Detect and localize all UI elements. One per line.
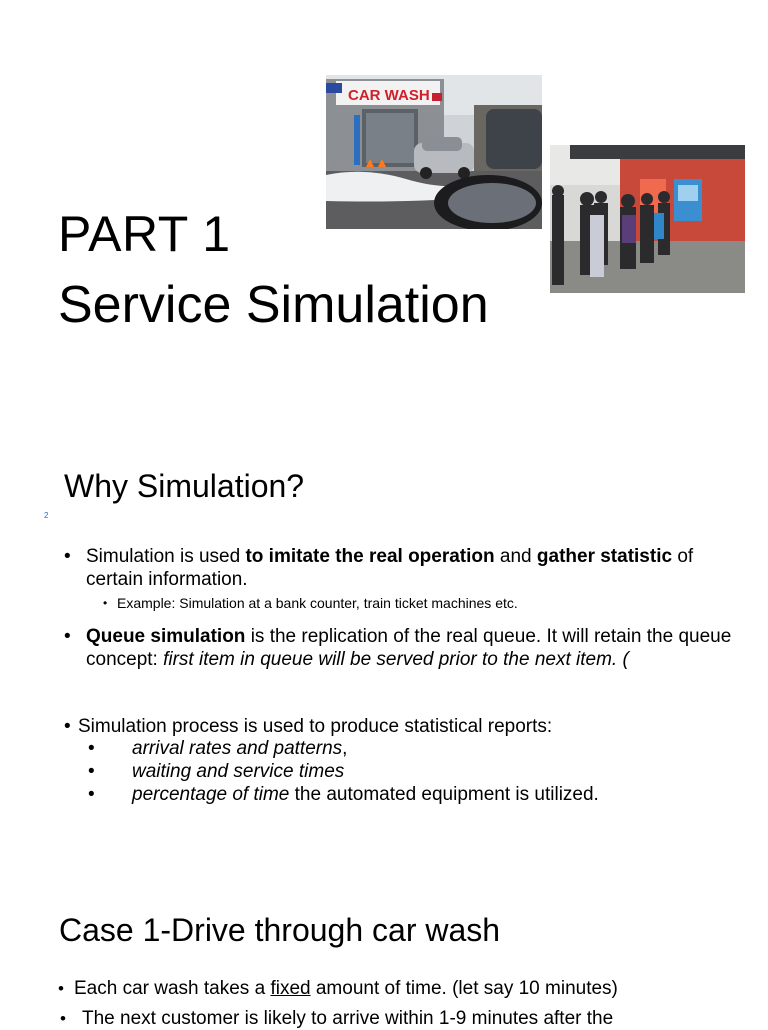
list-item-text: ,: [342, 738, 348, 759]
queue-photo: [550, 145, 745, 293]
bullet-icon: •: [88, 738, 95, 759]
bullet-bold-text: gather statistic: [536, 546, 673, 567]
car-wash-photo: [326, 75, 542, 229]
bullet-text: Simulation process is used to produce statistical reports:: [78, 716, 553, 737]
bullet-bold-text: Queue simulation: [86, 626, 246, 647]
bullet-text: and: [494, 546, 537, 567]
list-item-italic: percentage of time: [132, 784, 290, 805]
slide-number: 2: [44, 511, 49, 520]
bullet-text: amount of time. (let say 10 minutes): [310, 978, 618, 999]
bullet-icon: •: [64, 546, 71, 567]
bullet-icon: •: [58, 979, 64, 998]
bullet-italic-text: first item in queue will be served prior to the next item. (: [163, 649, 629, 670]
bullet-icon: •: [88, 784, 95, 805]
bullet-icon: •: [103, 596, 108, 610]
bullet-text: Simulation is used: [86, 546, 246, 567]
bullet-underlined-text: fixed: [270, 978, 311, 999]
list-item-text: the automated equipment is utilized.: [289, 784, 599, 805]
bullet-icon: •: [88, 761, 95, 782]
list-item-italic: waiting and service times: [132, 761, 345, 782]
part-title: PART 1: [58, 206, 231, 262]
bullet-bold-text: to imitate the real operation: [245, 546, 495, 567]
bullet-text: Each car wash takes a: [74, 978, 271, 999]
why-simulation-title: Why Simulation?: [64, 468, 305, 504]
bullet-icon: •: [64, 716, 71, 737]
bullet-icon: •: [60, 1009, 66, 1028]
bullet-text: of certain information.: [86, 546, 694, 590]
bullet-text: The next customer is likely to arrive within 1-9 minutes after the: [82, 1008, 614, 1029]
example-text: Example: Simulation at a bank counter, train ticket machines etc.: [117, 595, 518, 611]
main-title: Service Simulation: [58, 276, 489, 334]
list-item-italic: arrival rates and patterns: [132, 738, 343, 759]
case-title: Case 1-Drive through car wash: [59, 912, 501, 948]
bullet-icon: •: [64, 626, 71, 647]
bullet-text: is the replication of the real queue. It will retain the queue concept:: [86, 626, 732, 670]
car-wash-sign: CAR WASH: [348, 87, 430, 104]
